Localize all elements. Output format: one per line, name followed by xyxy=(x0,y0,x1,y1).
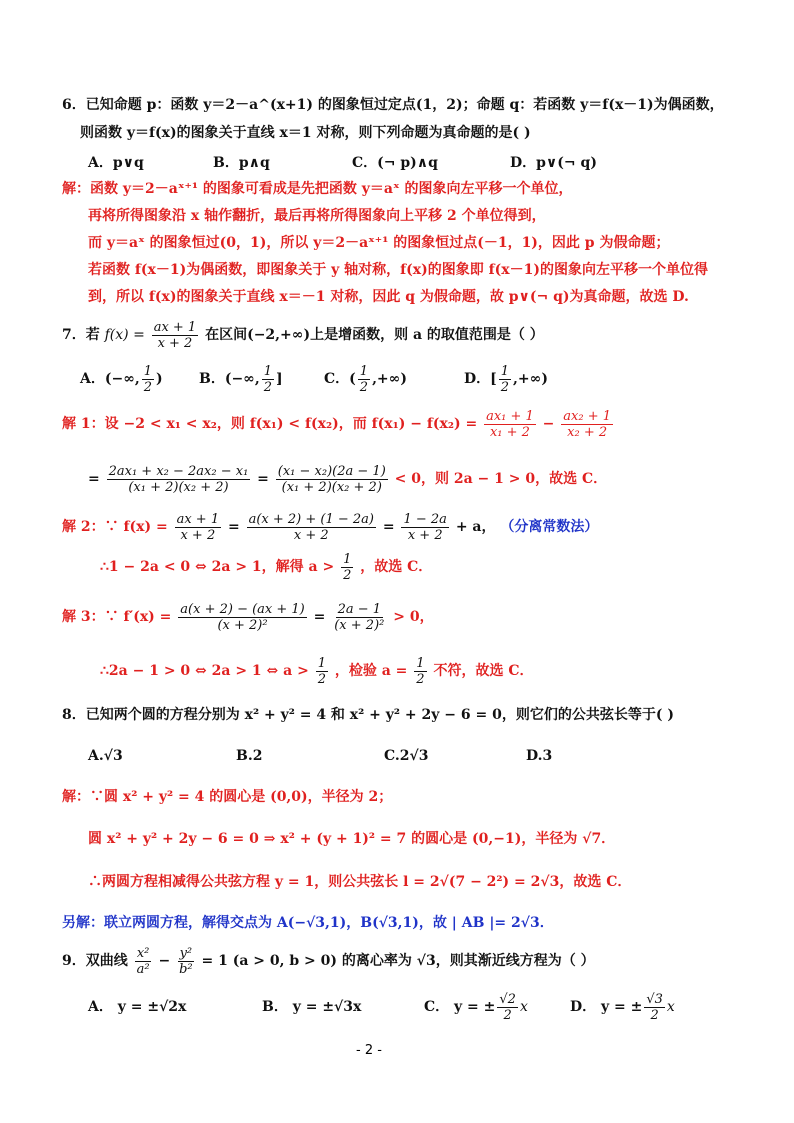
q7-option-a-num: 1 xyxy=(143,363,153,379)
q7-s2-frac1 xyxy=(175,512,222,543)
q6-option-d: D．p∨(¬ q) xyxy=(510,155,597,171)
q6-stem-line1: 6．已知命题 p：函数 y＝2－a^(x+1) 的图象恒过定点(1，2)；命题 q：若函数 y＝f(x－1)为偶函数， xyxy=(62,97,724,113)
q7-option-c-end: ,+∞) xyxy=(372,371,407,387)
q7-s3-frac1-num: a(x + 2) − (ax + 1) xyxy=(180,601,305,617)
q7-s1-text: 解 1：设 −2 < x₁ < x₂，则 f(x₁) < f(x₂)，而 f(x₁) − f(x₂) = xyxy=(62,416,478,432)
q9-option-c-num: √2 xyxy=(499,991,516,1007)
q6-solution-line4: 若函数 f(x－1)为偶函数，即图象关于 y 轴对称，f(x)的图象即 f(x－1)的图象向左平移一个单位得 xyxy=(88,262,708,278)
q7-option-a-frac xyxy=(142,364,154,395)
q7-s2-eq1: = xyxy=(227,519,240,535)
q8-solution-line2: 圆 x² + y² + 2y − 6 = 0 ⇒ x² + (y + 1)² = 7 的圆心是 (0,−1)，半径为 √7． xyxy=(88,831,616,847)
q9-option-c-start: C． y = ± xyxy=(424,999,496,1015)
q7-s2-eq2: = xyxy=(382,519,395,535)
q7-fx: f(x) = xyxy=(104,327,145,343)
q7-s1-frac1 xyxy=(484,409,536,440)
q8-solution-line1: 解：∵圆 x² + y² = 4 的圆心是 (0,0)，半径为 2； xyxy=(62,789,393,805)
q9-option-c-end: x xyxy=(519,999,528,1015)
q7-s3-frac1-den: (x + 2)² xyxy=(217,617,268,633)
q7-s3-frac1 xyxy=(178,602,306,633)
q8-alternative-solution: 另解：联立两圆方程，解得交点为 A(−√3,1)，B(√3,1)，故 | AB |= 2√3． xyxy=(62,915,554,931)
q7-s3-text: 解 3：∵ f′(x) = xyxy=(62,609,172,625)
q7-s1-frac2-den: x₂ + 2 xyxy=(567,424,608,440)
q9-option-b: B． y = ±√3x xyxy=(262,999,362,1015)
q9-frac2 xyxy=(177,946,195,977)
q9-option-a: A． y = ±√2x xyxy=(88,999,187,1015)
q6-solution-line1: 解：函数 y＝2－aˣ⁺¹ 的图象可看成是先把函数 y＝aˣ 的图象向左平移一个单位， xyxy=(62,181,573,197)
q7-s2-frac2-num: a(x + 2) + (1 − 2a) xyxy=(248,511,374,527)
q7-option-d-den: 2 xyxy=(500,379,510,395)
q7-solution2-line1 xyxy=(62,510,598,544)
q7-option-d-num: 1 xyxy=(500,363,510,379)
q7-s1b-eq: = xyxy=(88,471,100,487)
q7-option-b xyxy=(199,362,283,396)
q8-solution-line3: ∴两圆方程相减得公共弦方程 y = 1，则公共弦长 l = 2√(7 − 2²) = 2√3，故选 C． xyxy=(88,874,632,890)
q9-frac1 xyxy=(135,946,152,977)
q7-s3-tail: > 0， xyxy=(393,609,434,625)
q6-solution-line3: 而 y＝aˣ 的图象恒过(0，1)，所以 y＝2－aˣ⁺¹ 的图象恒过点(－1，1)，因此 p 为假命题； xyxy=(88,235,670,251)
q6-solution-line2: 再将所得图象沿 x 轴作翻折，最后再将所得图象向上平移 2 个单位得到， xyxy=(88,208,546,224)
q8-option-b: B.2 xyxy=(236,748,263,764)
q7-option-d-end: ,+∞) xyxy=(513,371,548,387)
q7-s1-frac2 xyxy=(561,409,613,440)
q7-option-d-frac xyxy=(499,364,511,395)
q9-frac1-num: x² xyxy=(136,945,150,961)
q7-s1b-tail: < 0，则 2a − 1 > 0，故选 C． xyxy=(394,471,608,487)
q7-s3-frac2-num: 2a − 1 xyxy=(337,601,382,617)
q7-s1b-frac1-den: (x₁ + 2)(x₂ + 2) xyxy=(128,479,229,495)
q7-option-a-start: A．(−∞, xyxy=(80,371,140,387)
q7-s1b-frac2-num: (x₁ − x₂)(2a − 1) xyxy=(277,463,386,479)
q7-option-b-end: ] xyxy=(276,371,283,387)
q9-prefix: 9．双曲线 xyxy=(62,953,128,969)
q8-option-a: A.√3 xyxy=(88,748,123,764)
q7-s3b-frac2-den: 2 xyxy=(416,671,425,687)
q9-option-c-den: 2 xyxy=(503,1007,512,1023)
q7-option-c-frac xyxy=(358,364,370,395)
q7-s3-eq: = xyxy=(313,609,326,625)
q7-solution3-line2 xyxy=(100,654,533,688)
q7-s1b-frac1-num: 2ax₁ + x₂ − 2ax₂ − x₁ xyxy=(108,463,249,479)
q7-s2b-tail: ，故选 C． xyxy=(360,559,433,575)
q9-frac1-den: a² xyxy=(136,961,150,977)
q7-s2-frac3-den: x + 2 xyxy=(407,527,443,543)
q7-option-c-den: 2 xyxy=(359,379,369,395)
q7-s2b-text: ∴1 − 2a < 0 ⇔ 2a > 1，解得 a > xyxy=(100,559,335,575)
q6-solution-line5: 到，所以 f(x)的图象关于直线 x＝－1 对称，因此 q 为假命题，故 p∨(¬ q)为真命题，故选 D. xyxy=(88,289,689,305)
q7-s3b-tail: 不符，故选 C． xyxy=(433,663,534,679)
q7-option-d xyxy=(464,362,548,396)
q8-stem: 8．已知两个圆的方程分别为 x² + y² = 4 和 x² + y² + 2y − 6 = 0，则它们的公共弦长等于( ) xyxy=(62,707,674,723)
q7-option-c-num: 1 xyxy=(359,363,369,379)
q9-option-c xyxy=(424,990,528,1024)
q9-option-d-end: x xyxy=(666,999,675,1015)
q9-option-d xyxy=(570,990,675,1024)
q7-s1b-frac2-den: (x₁ + 2)(x₂ + 2) xyxy=(281,479,382,495)
q7-s3b-frac1-den: 2 xyxy=(317,671,326,687)
q7-option-d-start: D．[ xyxy=(464,371,497,387)
q7-s1-frac1-num: ax₁ + 1 xyxy=(486,408,534,424)
q6-stem-line2: 则函数 y＝f(x)的图象关于直线 x＝1 对称，则下列命题为真命题的是( ) xyxy=(80,125,531,141)
q7-s2-note: （分离常数法） xyxy=(500,519,599,535)
q7-s2-frac3 xyxy=(401,512,448,543)
q7-prefix: 7．若 xyxy=(62,327,100,343)
q7-s1b-frac1 xyxy=(107,464,251,495)
q7-solution1-line1 xyxy=(62,407,615,441)
q7-solution3-line1 xyxy=(62,600,434,634)
q7-option-b-den: 2 xyxy=(263,379,273,395)
q7-s1b-frac2 xyxy=(276,464,388,495)
q7-s2-frac1-num: ax + 1 xyxy=(176,511,220,527)
q9-option-d-den: 2 xyxy=(650,1007,659,1023)
q7-s1-minus: − xyxy=(542,416,555,432)
q7-option-a xyxy=(80,362,163,396)
q7-s2b-frac xyxy=(341,552,353,583)
q7-s3b-frac1-num: 1 xyxy=(317,655,326,671)
q7-suffix: 在区间(−2,+∞)上是增函数，则 a 的取值范围是（ ） xyxy=(205,327,544,343)
q9-option-c-frac xyxy=(497,992,518,1023)
q7-s2-tail: + a， xyxy=(455,519,496,535)
q9-option-d-start: D． y = ± xyxy=(570,999,643,1015)
q7-s1-frac2-num: ax₂ + 1 xyxy=(563,408,612,424)
q7-s3b-mid: ，检验 a = xyxy=(334,663,408,679)
q7-s3b-frac1 xyxy=(316,656,328,687)
q7-fraction-den: x + 2 xyxy=(157,335,193,351)
q7-s3-frac2 xyxy=(332,602,386,633)
q9-minus: − xyxy=(158,953,171,969)
q7-s2-frac2-den: x + 2 xyxy=(293,527,329,543)
q7-option-b-num: 1 xyxy=(263,363,273,379)
q8-option-c: C.2√3 xyxy=(384,748,429,764)
q7-s2-frac3-num: 1 − 2a xyxy=(403,511,447,527)
q7-fraction xyxy=(152,320,199,351)
q7-fraction-num: ax + 1 xyxy=(153,319,197,335)
q7-s3b-frac2-num: 1 xyxy=(416,655,425,671)
q7-option-b-frac xyxy=(262,364,274,395)
q7-s1b-eq2: = xyxy=(257,471,269,487)
q9-frac2-den: b² xyxy=(179,961,193,977)
q9-frac2-num: y² xyxy=(179,945,193,961)
q7-s2-frac1-den: x + 2 xyxy=(180,527,216,543)
q7-s2b-frac-den: 2 xyxy=(343,567,352,583)
q9-suffix: = 1 (a > 0, b > 0) 的离心率为 √3，则其渐近线方程为（ ） xyxy=(201,953,595,969)
q7-solution2-line2 xyxy=(100,550,432,584)
q9-option-d-num: √3 xyxy=(646,991,663,1007)
q8-option-d: D.3 xyxy=(526,748,553,764)
q7-stem xyxy=(62,318,544,352)
q9-stem xyxy=(62,944,595,978)
q7-option-a-end: ) xyxy=(156,371,163,387)
q7-solution1-line2 xyxy=(88,462,607,496)
q7-s3b-frac2 xyxy=(414,656,426,687)
q7-s2-text: 解 2：∵ f(x) = xyxy=(62,519,168,535)
q7-option-a-den: 2 xyxy=(143,379,153,395)
q7-s3b-text: ∴2a − 1 > 0 ⇔ 2a > 1 ⇔ a > xyxy=(100,663,309,679)
q7-option-c-start: C．( xyxy=(324,371,356,387)
q7-option-c xyxy=(324,362,407,396)
q7-option-b-start: B．(−∞, xyxy=(199,371,260,387)
q7-s2b-frac-num: 1 xyxy=(343,551,352,567)
q6-option-c: C．(¬ p)∧q xyxy=(352,155,438,171)
q6-option-b: B．p∧q xyxy=(213,155,270,171)
q6-option-a: A．p∨q xyxy=(88,155,144,171)
q7-s3-frac2-den: (x + 2)² xyxy=(334,617,385,633)
q7-s2-frac2 xyxy=(247,512,376,543)
page-number: - 2 - xyxy=(356,1043,382,1058)
q9-option-d-frac xyxy=(644,992,665,1023)
q7-s1-frac1-den: x₁ + 2 xyxy=(489,424,530,440)
